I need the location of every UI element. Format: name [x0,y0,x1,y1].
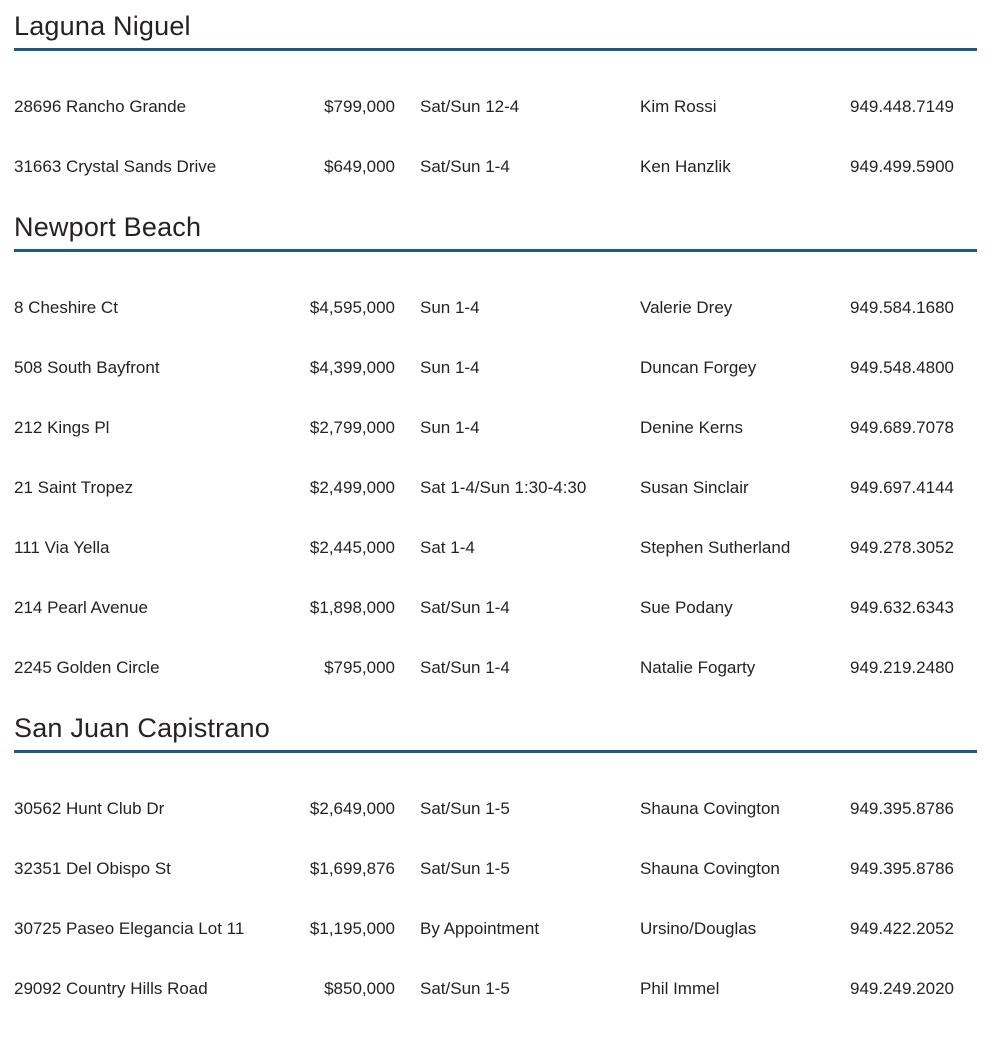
address-price-cell [14,537,420,559]
agent-phone: 949.499.5900 [850,157,954,176]
listing-price: $2,499,000 [309,478,395,497]
address-price-cell [14,798,420,820]
address-price-cell [14,597,420,619]
agent-phone: 949.219.2480 [850,658,954,677]
agent-name: Shauna Covington [640,859,780,878]
listing-address: 30725 Paseo Elegancia Lot 11 [14,919,245,938]
listing-row [14,398,977,458]
agent-name: Stephen Sutherland [640,538,791,557]
open-house-time: Sat/Sun 1-4 [420,658,510,677]
address-price-cell [14,357,420,379]
listing-row [14,518,977,578]
open-house-time: Sun 1-4 [420,418,480,437]
listing-row [14,839,977,899]
listing-price: $850,000 [324,979,395,998]
listing-row [14,338,977,398]
agent-phone: 949.278.3052 [850,538,954,557]
address-price-cell [14,918,420,940]
agent-name: Ursino/Douglas [640,919,757,938]
open-house-time: Sat 1-4/Sun 1:30-4:30 [420,478,587,497]
agent-phone: 949.422.2052 [850,919,954,938]
open-house-time: Sat/Sun 1-5 [420,979,510,998]
city-section [14,211,977,698]
listing-address: 111 Via Yella [14,538,110,557]
agent-name: Kim Rossi [640,97,717,116]
listing-price: $2,799,000 [309,418,395,437]
listing-price: $2,445,000 [309,538,395,557]
open-house-time: Sat/Sun 1-5 [420,859,510,878]
agent-name: Denine Kerns [640,418,744,437]
listing-address: 29092 Country Hills Road [14,979,208,998]
listing-row [14,278,977,338]
agent-phone: 949.448.7149 [850,97,954,116]
agent-phone: 949.697.4144 [850,478,954,497]
agent-name: Phil Immel [640,979,720,998]
listing-price: $1,195,000 [309,919,395,938]
city-section [14,10,977,197]
city-heading: Laguna Niguel [14,10,977,51]
listing-address: 508 South Bayfront [14,358,160,377]
agent-name: Duncan Forgey [640,358,757,377]
listing-row [14,899,977,959]
listing-rows [14,753,977,1019]
agent-name: Valerie Drey [640,298,733,317]
listing-address: 214 Pearl Avenue [14,598,148,617]
listing-price: $649,000 [324,157,395,176]
listing-address: 31663 Crystal Sands Drive [14,157,217,176]
agent-phone: 949.395.8786 [850,859,954,878]
open-house-time: By Appointment [420,919,540,938]
address-price-cell [14,858,420,880]
listing-row [14,779,977,839]
agent-name: Shauna Covington [640,799,780,818]
city-section [14,712,977,1019]
listing-row [14,77,977,137]
listing-address: 32351 Del Obispo St [14,859,171,878]
listing-address: 8 Cheshire Ct [14,298,118,317]
listing-price: $1,898,000 [309,598,395,617]
address-price-cell [14,96,420,118]
open-house-time: Sat/Sun 12-4 [420,97,520,116]
city-heading: San Juan Capistrano [14,712,977,753]
agent-phone: 949.632.6343 [850,598,954,617]
address-price-cell [14,297,420,319]
listing-price: $4,595,000 [309,298,395,317]
open-house-time: Sat/Sun 1-4 [420,157,510,176]
listing-price: $795,000 [324,658,395,677]
listing-address: 30562 Hunt Club Dr [14,799,165,818]
agent-phone: 949.689.7078 [850,418,954,437]
city-heading: Newport Beach [14,211,977,252]
open-house-directory [14,10,977,1019]
agent-name: Sue Podany [640,598,733,617]
listing-row [14,458,977,518]
agent-phone: 949.395.8786 [850,799,954,818]
address-price-cell [14,417,420,439]
listing-address: 212 Kings Pl [14,418,110,437]
listing-row [14,578,977,638]
listing-rows [14,252,977,698]
open-house-time: Sat/Sun 1-5 [420,799,510,818]
open-house-time: Sun 1-4 [420,298,480,317]
agent-name: Ken Hanzlik [640,157,731,176]
address-price-cell [14,477,420,499]
listing-row [14,638,977,698]
listing-row [14,137,977,197]
agent-phone: 949.249.2020 [850,979,954,998]
agent-phone: 949.584.1680 [850,298,954,317]
listing-address: 2245 Golden Circle [14,658,160,677]
listing-address: 28696 Rancho Grande [14,97,187,116]
address-price-cell [14,657,420,679]
agent-name: Susan Sinclair [640,478,749,497]
listing-address: 21 Saint Tropez [14,478,134,497]
listing-price: $4,399,000 [309,358,395,377]
agent-phone: 949.548.4800 [850,358,954,377]
listing-rows [14,51,977,197]
listing-price: $1,699,876 [309,859,395,878]
open-house-time: Sun 1-4 [420,358,480,377]
listing-price: $799,000 [324,97,395,116]
listing-row [14,959,977,1019]
address-price-cell [14,978,420,1000]
address-price-cell [14,156,420,178]
agent-name: Natalie Fogarty [640,658,756,677]
open-house-time: Sat 1-4 [420,538,475,557]
listing-price: $2,649,000 [309,799,395,818]
open-house-time: Sat/Sun 1-4 [420,598,510,617]
